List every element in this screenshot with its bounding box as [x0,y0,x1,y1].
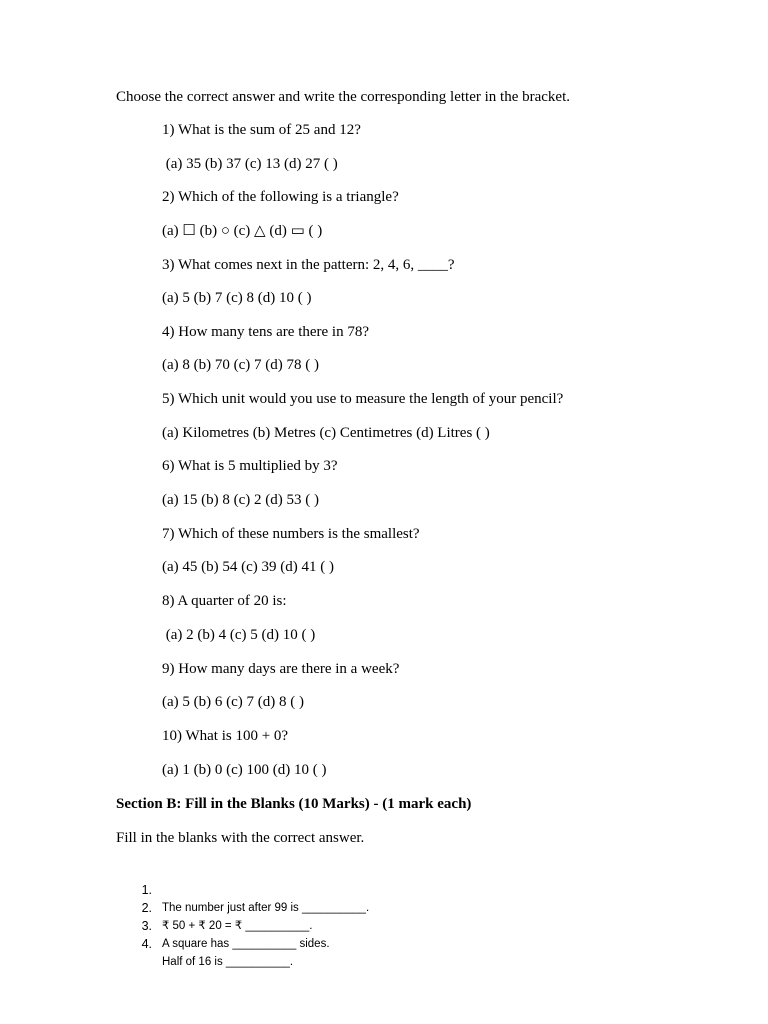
options-4: (a) 8 (b) 70 (c) 7 (d) 78 ( ) [162,357,320,373]
list-item-number: 4. [141,937,152,951]
question-9: 9) How many days are there in a week? [162,661,400,677]
options-3: (a) 5 (b) 7 (c) 8 (d) 10 ( ) [162,290,312,306]
options-7: (a) 45 (b) 54 (c) 39 (d) 41 ( ) [162,559,335,575]
question-4: 4) How many tens are there in 78? [162,324,370,340]
options-10: (a) 1 (b) 0 (c) 100 (d) 10 ( ) [162,762,327,778]
list-item-text: Half of 16 is __________. [162,956,294,968]
options-9: (a) 5 (b) 6 (c) 7 (d) 8 ( ) [162,694,305,710]
question-7: 7) Which of these numbers is the smallest? [162,526,420,542]
list-item-text: A square has __________ sides. [162,938,330,950]
section-b-instruction: Fill in the blanks with the correct answer. [116,830,365,846]
list-item-number: 1. [141,883,152,897]
list-item-number: 3. [141,919,152,933]
question-5: 5) Which unit would you use to measure the length of your pencil? [162,391,564,407]
list-item [138,863,370,914]
section-a-instruction: Choose the correct answer and write the corresponding letter in the bracket. [116,89,570,105]
options-8: (a) 2 (b) 4 (c) 5 (d) 10 ( ) [162,627,316,643]
question-2: 2) Which of the following is a triangle? [162,189,399,205]
options-2: (a) ☐ (b) ○ (c) △ (d) ▭ ( ) [162,223,323,239]
fill-in-blanks-list [138,863,370,968]
options-5: (a) Kilometres (b) Metres (c) Centimetres (d) Litres ( ) [162,425,490,441]
options-6: (a) 15 (b) 8 (c) 2 (d) 53 ( ) [162,492,320,508]
question-1: 1) What is the sum of 25 and 12? [162,122,361,138]
question-3: 3) What comes next in the pattern: 2, 4, 6, ____? [162,257,455,273]
list-item-text: The number just after 99 is __________. [162,902,370,914]
question-10: 10) What is 100 + 0? [162,728,289,744]
section-b-heading: Section B: Fill in the Blanks (10 Marks) - (1 mark each) [116,796,472,812]
list-item-number: 2. [141,901,152,915]
list-item-text: ₹ 50 + ₹ 20 = ₹ __________. [162,920,313,932]
question-8: 8) A quarter of 20 is: [162,593,287,609]
question-6: 6) What is 5 multiplied by 3? [162,458,338,474]
options-1: (a) 35 (b) 37 (c) 13 (d) 27 ( ) [162,156,338,172]
